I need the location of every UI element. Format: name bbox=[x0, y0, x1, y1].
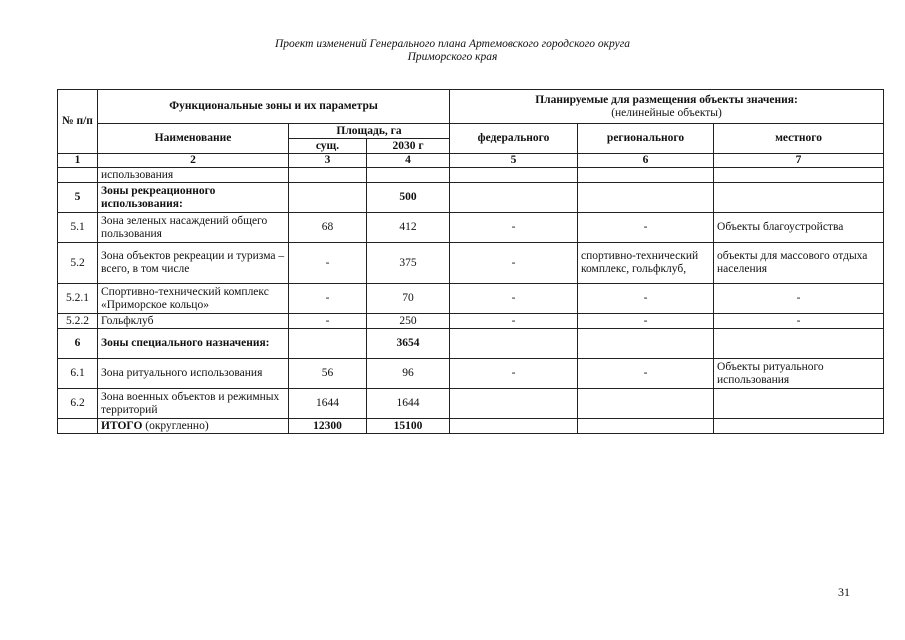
header-planned-title: Планируемые для размещения объекты значения: bbox=[535, 93, 798, 106]
table-row bbox=[58, 243, 884, 284]
page-number: 31 bbox=[838, 585, 850, 599]
row-2030: 250 bbox=[367, 314, 450, 329]
row-local: - bbox=[714, 314, 884, 329]
row-regional bbox=[578, 183, 714, 213]
zones-table bbox=[57, 89, 884, 434]
row-current: - bbox=[289, 284, 367, 314]
table-row bbox=[58, 359, 884, 389]
header-planned-subtitle: (нелинейные объекты) bbox=[611, 106, 722, 119]
header-num: № п/п bbox=[58, 90, 98, 154]
row-2030: 375 bbox=[367, 243, 450, 284]
total-label-rest: (округленно) bbox=[142, 419, 209, 432]
row-federal bbox=[450, 183, 578, 213]
column-number: 2 bbox=[98, 154, 289, 168]
row-federal bbox=[450, 329, 578, 359]
row-regional: - bbox=[578, 213, 714, 243]
row-name: Зона военных объектов и режимных территорий bbox=[98, 389, 289, 419]
row-local: объекты для массового отдыха населения bbox=[714, 243, 884, 284]
row-local bbox=[714, 168, 884, 183]
row-regional bbox=[578, 168, 714, 183]
header-name: Наименование bbox=[98, 124, 289, 154]
row-num: 6.1 bbox=[58, 359, 98, 389]
column-number: 7 bbox=[714, 154, 884, 168]
row-2030: 96 bbox=[367, 359, 450, 389]
document-header bbox=[0, 38, 905, 64]
row-federal bbox=[450, 168, 578, 183]
total-current: 12300 bbox=[289, 419, 367, 434]
total-regional bbox=[578, 419, 714, 434]
total-local bbox=[714, 419, 884, 434]
row-current: 56 bbox=[289, 359, 367, 389]
row-name: Зоны рекреационного использования: bbox=[98, 183, 289, 213]
row-2030: 412 bbox=[367, 213, 450, 243]
row-num: 5 bbox=[58, 183, 98, 213]
header-federal: федерального bbox=[450, 124, 578, 154]
table-row bbox=[58, 213, 884, 243]
row-name: Зона ритуального использования bbox=[98, 359, 289, 389]
row-local: Объекты ритуального использования bbox=[714, 359, 884, 389]
table-row bbox=[58, 168, 884, 183]
column-number: 1 bbox=[58, 154, 98, 168]
header-area: Площадь, га bbox=[289, 124, 450, 139]
header-line-2: Приморского края bbox=[407, 51, 498, 63]
header-local: местного bbox=[714, 124, 884, 154]
total-label bbox=[98, 419, 289, 434]
header-planned bbox=[450, 90, 884, 124]
row-num: 5.2.1 bbox=[58, 284, 98, 314]
row-current bbox=[289, 329, 367, 359]
row-federal: - bbox=[450, 314, 578, 329]
row-2030: 1644 bbox=[367, 389, 450, 419]
zones-table-container bbox=[57, 89, 883, 434]
column-number: 4 bbox=[367, 154, 450, 168]
row-name: Зона зеленых насаждений общего пользования bbox=[98, 213, 289, 243]
row-num: 6 bbox=[58, 329, 98, 359]
row-current: 68 bbox=[289, 213, 367, 243]
row-name: Гольфклуб bbox=[98, 314, 289, 329]
table-row bbox=[58, 314, 884, 329]
row-regional bbox=[578, 389, 714, 419]
row-federal: - bbox=[450, 359, 578, 389]
row-regional: - bbox=[578, 284, 714, 314]
row-federal: - bbox=[450, 213, 578, 243]
row-num bbox=[58, 168, 98, 183]
row-num: 5.2 bbox=[58, 243, 98, 284]
row-federal: - bbox=[450, 243, 578, 284]
header-regional: регионального bbox=[578, 124, 714, 154]
total-label-bold: ИТОГО bbox=[101, 419, 143, 432]
row-name: использования bbox=[98, 168, 289, 183]
header-line-1: Проект изменений Генерального плана Артемовского городского округа bbox=[275, 38, 630, 50]
row-federal bbox=[450, 389, 578, 419]
header-2030: 2030 г bbox=[367, 139, 450, 154]
row-2030: 70 bbox=[367, 284, 450, 314]
row-num: 5.1 bbox=[58, 213, 98, 243]
column-number: 5 bbox=[450, 154, 578, 168]
row-regional: - bbox=[578, 314, 714, 329]
header-zones: Функциональные зоны и их параметры bbox=[98, 90, 450, 124]
row-current: 1644 bbox=[289, 389, 367, 419]
total-federal bbox=[450, 419, 578, 434]
row-name: Зона объектов рекреации и туризма – всего, в том числе bbox=[98, 243, 289, 284]
row-2030: 500 bbox=[367, 183, 450, 213]
row-name: Спортивно-технический комплекс «Приморское кольцо» bbox=[98, 284, 289, 314]
row-local bbox=[714, 183, 884, 213]
table-row bbox=[58, 389, 884, 419]
total-row bbox=[58, 419, 884, 434]
row-regional: - bbox=[578, 359, 714, 389]
total-num bbox=[58, 419, 98, 434]
row-local: - bbox=[714, 284, 884, 314]
total-2030: 15100 bbox=[367, 419, 450, 434]
row-2030 bbox=[367, 168, 450, 183]
table-row bbox=[58, 183, 884, 213]
row-local bbox=[714, 329, 884, 359]
column-number: 3 bbox=[289, 154, 367, 168]
header-current: сущ. bbox=[289, 139, 367, 154]
table-row bbox=[58, 284, 884, 314]
row-current bbox=[289, 183, 367, 213]
row-federal: - bbox=[450, 284, 578, 314]
row-name: Зоны специального назначения: bbox=[98, 329, 289, 359]
row-local: Объекты благоустройства bbox=[714, 213, 884, 243]
table-row bbox=[58, 329, 884, 359]
row-current: - bbox=[289, 314, 367, 329]
row-regional bbox=[578, 329, 714, 359]
row-current bbox=[289, 168, 367, 183]
column-number: 6 bbox=[578, 154, 714, 168]
column-number-row bbox=[58, 154, 884, 168]
row-regional: спортивно-технический комплекс, гольфклуб, bbox=[578, 243, 714, 284]
row-local bbox=[714, 389, 884, 419]
row-num: 6.2 bbox=[58, 389, 98, 419]
row-current: - bbox=[289, 243, 367, 284]
row-2030: 3654 bbox=[367, 329, 450, 359]
row-num: 5.2.2 bbox=[58, 314, 98, 329]
